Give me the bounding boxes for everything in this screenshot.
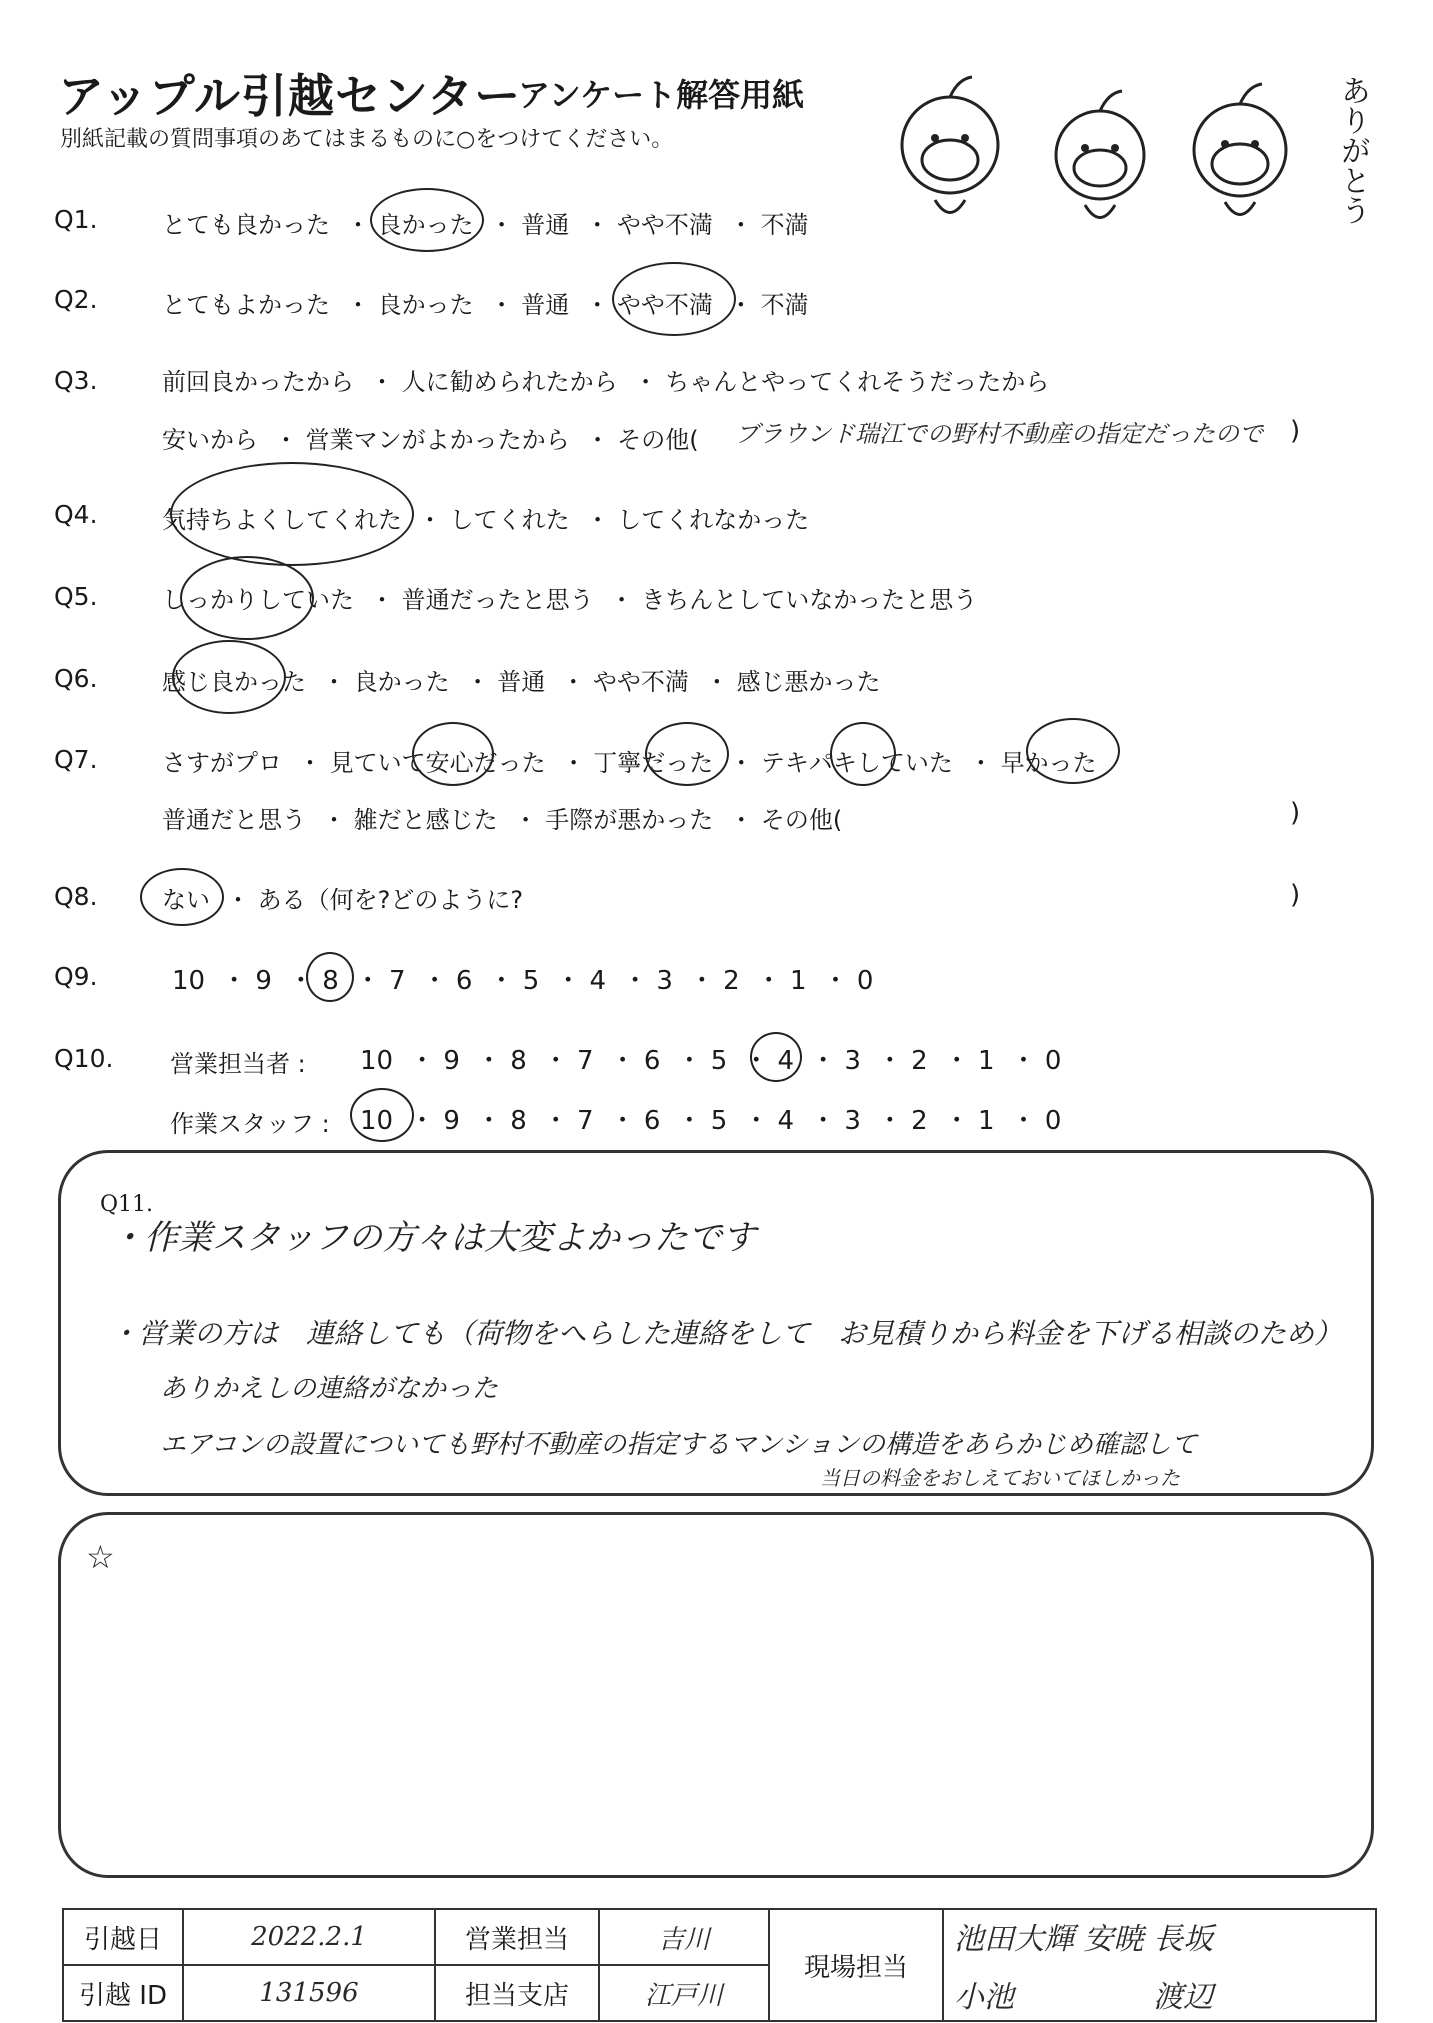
q10-sales-option[interactable]: 6 <box>643 1046 661 1076</box>
q7-option[interactable]: 見ていて安心だった <box>329 749 546 777</box>
q3-option[interactable]: その他( <box>617 426 699 454</box>
q7-label: Q7. <box>54 745 98 774</box>
q9-scale: 10 ・ 9 ・ 8 ・ 7 ・ 6 ・ 5 ・ 4 ・ 3 ・ 2 ・ 1 ・ 0 <box>172 966 874 996</box>
q1-option[interactable]: 良かった <box>377 211 474 239</box>
q10-sales-option[interactable]: 4 <box>777 1046 795 1076</box>
q10-staff-option[interactable]: 10 <box>360 1106 394 1136</box>
q2-label: Q2. <box>54 285 98 314</box>
q7-option[interactable]: テキパキしていた <box>760 749 953 777</box>
q11-line-3: ありかえしの連絡がなかった <box>160 1374 499 1404</box>
q4-options: 気持ちよくしてくれた ・ してくれた ・ してくれなかった <box>162 506 810 534</box>
q7-option[interactable]: 雑だと感じた <box>353 806 498 834</box>
q10-staff-option[interactable]: 3 <box>844 1106 861 1136</box>
q10-staff-answer-circle <box>350 1088 414 1142</box>
q3-close-paren: ) <box>1290 416 1301 446</box>
q1-option[interactable]: とても良かった <box>162 211 330 239</box>
site-staff-label: 現場担当 <box>769 1909 943 2021</box>
q9-option[interactable]: 6 <box>455 966 473 996</box>
q7-options-line1: さすがプロ ・ 見ていて安心だった ・ 丁寧だった ・ テキパキしていた ・ 早かった <box>162 749 1097 777</box>
q10-sales-option[interactable]: 10 <box>360 1046 394 1076</box>
site-staff-name: 長坂 <box>1153 1922 1214 1957</box>
q2-option[interactable]: 不満 <box>760 291 809 319</box>
q9-label: Q9. <box>54 962 98 991</box>
q10-staff-option[interactable]: 2 <box>911 1106 928 1136</box>
q10-staff-option[interactable]: 5 <box>710 1106 728 1136</box>
q9-option[interactable]: 5 <box>522 966 540 996</box>
q5-label: Q5. <box>54 582 98 611</box>
q1-option[interactable]: やや不満 <box>616 211 713 239</box>
q9-option[interactable]: 10 <box>172 966 206 996</box>
sales-rep-label: 営業担当 <box>435 1909 599 1965</box>
q4-option[interactable]: してくれた <box>449 506 570 534</box>
q4-label: Q4. <box>54 500 98 529</box>
footer-info-table <box>62 1908 1377 2022</box>
q5-option[interactable]: 普通だったと思う <box>401 586 594 614</box>
q3-options-line1: 前回良かったから ・ 人に勧められたから ・ ちゃんとやってくれそうだったから <box>162 368 1050 396</box>
q9-option[interactable]: 7 <box>389 966 406 996</box>
q6-option[interactable]: 感じ良かった <box>162 668 306 696</box>
q10-sales-option[interactable]: 5 <box>710 1046 728 1076</box>
q2-options: とてもよかった ・ 良かった ・ 普通 ・ やや不満 ・ 不満 <box>162 291 809 319</box>
sales-rep-value: 吉川 <box>599 1909 769 1965</box>
q3-option[interactable]: 営業マンがよかったから <box>305 426 570 454</box>
q5-options: しっかりしていた ・ 普通だったと思う ・ きちんとしていなかったと思う <box>162 586 978 614</box>
q10-staff-scale: 10 ・ 9 ・ 8 ・ 7 ・ 6 ・ 5 ・ 4 ・ 3 ・ 2 ・ 1 ・ 0 <box>360 1106 1062 1136</box>
q7-option[interactable]: 早かった <box>1000 749 1097 777</box>
q11-line-5: 当日の料金をおしえておいてほしかった <box>820 1466 1180 1490</box>
site-staff-name: 池田大輝 <box>954 1922 1074 1957</box>
q3-option[interactable]: 人に勧められたから <box>401 368 618 396</box>
q6-option[interactable]: やや不満 <box>592 668 689 696</box>
q9-option[interactable]: 1 <box>790 966 807 996</box>
q10-sales-option[interactable]: 1 <box>978 1046 995 1076</box>
q11-line-1: ・作業スタッフの方々は大変よかったです <box>110 1218 756 1258</box>
q10-sales-option[interactable]: 7 <box>577 1046 594 1076</box>
mascot-illustration <box>880 60 1360 240</box>
q4-option[interactable]: 気持ちよくしてくれた <box>162 506 402 534</box>
branch-value: 江戸川 <box>599 1965 769 2021</box>
q10-staff-option[interactable]: 0 <box>1044 1106 1062 1136</box>
q10-staff-option[interactable]: 7 <box>577 1106 594 1136</box>
q10-label: Q10. <box>54 1044 114 1073</box>
q7-option[interactable]: 手際が悪かった <box>545 806 714 834</box>
q10-staff-option[interactable]: 1 <box>978 1106 995 1136</box>
q8-option[interactable]: ある（何を?どのように? <box>257 886 524 914</box>
branch-label: 担当支店 <box>435 1965 599 2021</box>
q3-options-line2: 安いから ・ 営業マンがよかったから ・ その他( <box>162 426 699 454</box>
mascot-face-right <box>1194 104 1286 196</box>
q7-close-paren: ) <box>1290 798 1301 828</box>
move-date-label: 引越日 <box>63 1909 183 1965</box>
q6-answer-circle <box>172 640 286 714</box>
q10-sales-option[interactable]: 8 <box>510 1046 527 1076</box>
q2-option[interactable]: やや不満 <box>616 291 713 319</box>
q1-answer-circle <box>370 188 484 252</box>
move-date-value: 2022.2.1 <box>183 1909 435 1965</box>
q10-sales-option[interactable]: 3 <box>844 1046 861 1076</box>
q10-staff-option[interactable]: 9 <box>443 1106 460 1136</box>
q9-option[interactable]: 9 <box>255 966 272 996</box>
q6-option[interactable]: 良かった <box>353 668 450 696</box>
q10-staff-label: 作業スタッフ : <box>170 1110 330 1138</box>
survey-subtitle: アンケート解答用紙 <box>518 76 805 114</box>
q9-option[interactable]: 4 <box>589 966 607 996</box>
q10-staff-option[interactable]: 6 <box>643 1106 661 1136</box>
site-staff-name: 渡辺 <box>1153 1980 1214 2015</box>
q8-option[interactable]: ない <box>162 886 210 914</box>
q3-option[interactable]: 安いから <box>162 426 258 454</box>
q11-line-4: エアコンの設置についても野村不動産の指定するマンションの構造をあらかじめ確認して <box>160 1430 1198 1460</box>
q1-option[interactable]: 普通 <box>521 211 570 239</box>
q10-sales-scale: 10 ・ 9 ・ 8 ・ 7 ・ 6 ・ 5 ・ 4 ・ 3 ・ 2 ・ 1 ・ 0 <box>360 1046 1062 1076</box>
q11-line-2: ・営業の方は 連絡しても（荷物をへらした連絡をして お見積りから料金を下げる相談のため） <box>110 1317 1343 1350</box>
q7-answer-circle-tekipaki <box>830 722 896 786</box>
q2-answer-circle <box>612 262 736 336</box>
q8-close-paren: ) <box>1290 880 1301 910</box>
site-staff-name: 安暁 <box>1083 1922 1144 1957</box>
star-icon: ☆ <box>86 1538 115 1576</box>
q9-option[interactable]: 8 <box>322 966 339 996</box>
q8-label: Q8. <box>54 882 98 911</box>
q3-option[interactable]: ちゃんとやってくれそうだったから <box>665 368 1050 396</box>
q3-other-answer: ブラウンド瑞江での野村不動産の指定だったので <box>735 420 1263 448</box>
q7-option[interactable]: その他( <box>760 806 843 834</box>
q5-option[interactable]: きちんとしていなかったと思う <box>641 586 978 614</box>
q11-label: Q11. <box>100 1192 154 1217</box>
q7-answer-circle-teinei <box>645 722 729 786</box>
q2-option[interactable]: 良かった <box>377 291 474 319</box>
q7-answer-circle-anshin <box>412 722 494 786</box>
q10-sales-option[interactable]: 9 <box>443 1046 460 1076</box>
q9-option[interactable]: 0 <box>856 966 874 996</box>
q9-option[interactable]: 3 <box>656 966 673 996</box>
q5-answer-circle <box>180 556 314 640</box>
q3-option[interactable]: 前回良かったから <box>162 368 354 396</box>
site-staff-name: 小池 <box>954 1980 1014 2015</box>
q7-option[interactable]: 普通だと思う <box>162 806 306 834</box>
site-staff-cell <box>943 1909 1376 2021</box>
survey-title: アップル引越センター <box>58 69 522 123</box>
q1-option[interactable]: 不満 <box>760 211 809 239</box>
q10-sales-label: 営業担当者 : <box>170 1050 306 1078</box>
star-comment-box <box>58 1512 1374 1878</box>
move-id-value: 131596 <box>183 1965 435 2021</box>
q9-answer-circle <box>306 952 354 1002</box>
q6-option[interactable]: 感じ悪かった <box>736 668 881 696</box>
q8-options: ない ・ ある（何を?どのように? <box>162 886 524 914</box>
q2-option[interactable]: とてもよかった <box>162 291 330 319</box>
q7-option[interactable]: 丁寧だった <box>593 749 714 777</box>
q5-option[interactable]: しっかりしていた <box>162 586 354 614</box>
q6-label: Q6. <box>54 664 98 693</box>
q1-label: Q1. <box>54 205 98 234</box>
q10-sales-answer-circle <box>750 1032 802 1082</box>
q4-option[interactable]: してくれなかった <box>617 506 810 534</box>
q8-answer-circle <box>140 868 224 926</box>
q2-option[interactable]: 普通 <box>521 291 570 319</box>
move-id-label: 引越 ID <box>63 1965 183 2021</box>
q10-sales-option[interactable]: 2 <box>911 1046 928 1076</box>
q10-sales-option[interactable]: 0 <box>1044 1046 1062 1076</box>
mascot-thanks-text: ありがとう <box>1335 75 1370 225</box>
q10-staff-option[interactable]: 8 <box>510 1106 527 1136</box>
q1-options: とても良かった ・ 良かった ・ 普通 ・ やや不満 ・ 不満 <box>162 211 809 239</box>
q7-option[interactable]: さすがプロ <box>162 749 282 777</box>
q7-options-line2: 普通だと思う ・ 雑だと感じた ・ 手際が悪かった ・ その他( <box>162 806 843 834</box>
q6-options: 感じ良かった ・ 良かった ・ 普通 ・ やや不満 ・ 感じ悪かった <box>162 668 881 696</box>
q10-staff-option[interactable]: 4 <box>777 1106 795 1136</box>
q7-answer-circle-hayakatta <box>1026 718 1120 784</box>
q3-label: Q3. <box>54 366 98 395</box>
q9-option[interactable]: 2 <box>723 966 740 996</box>
q6-option[interactable]: 普通 <box>497 668 546 696</box>
q4-answer-circle <box>170 462 414 566</box>
instruction-text: 別紙記載の質問事項のあてはまるものに○をつけてください。 <box>60 127 674 152</box>
